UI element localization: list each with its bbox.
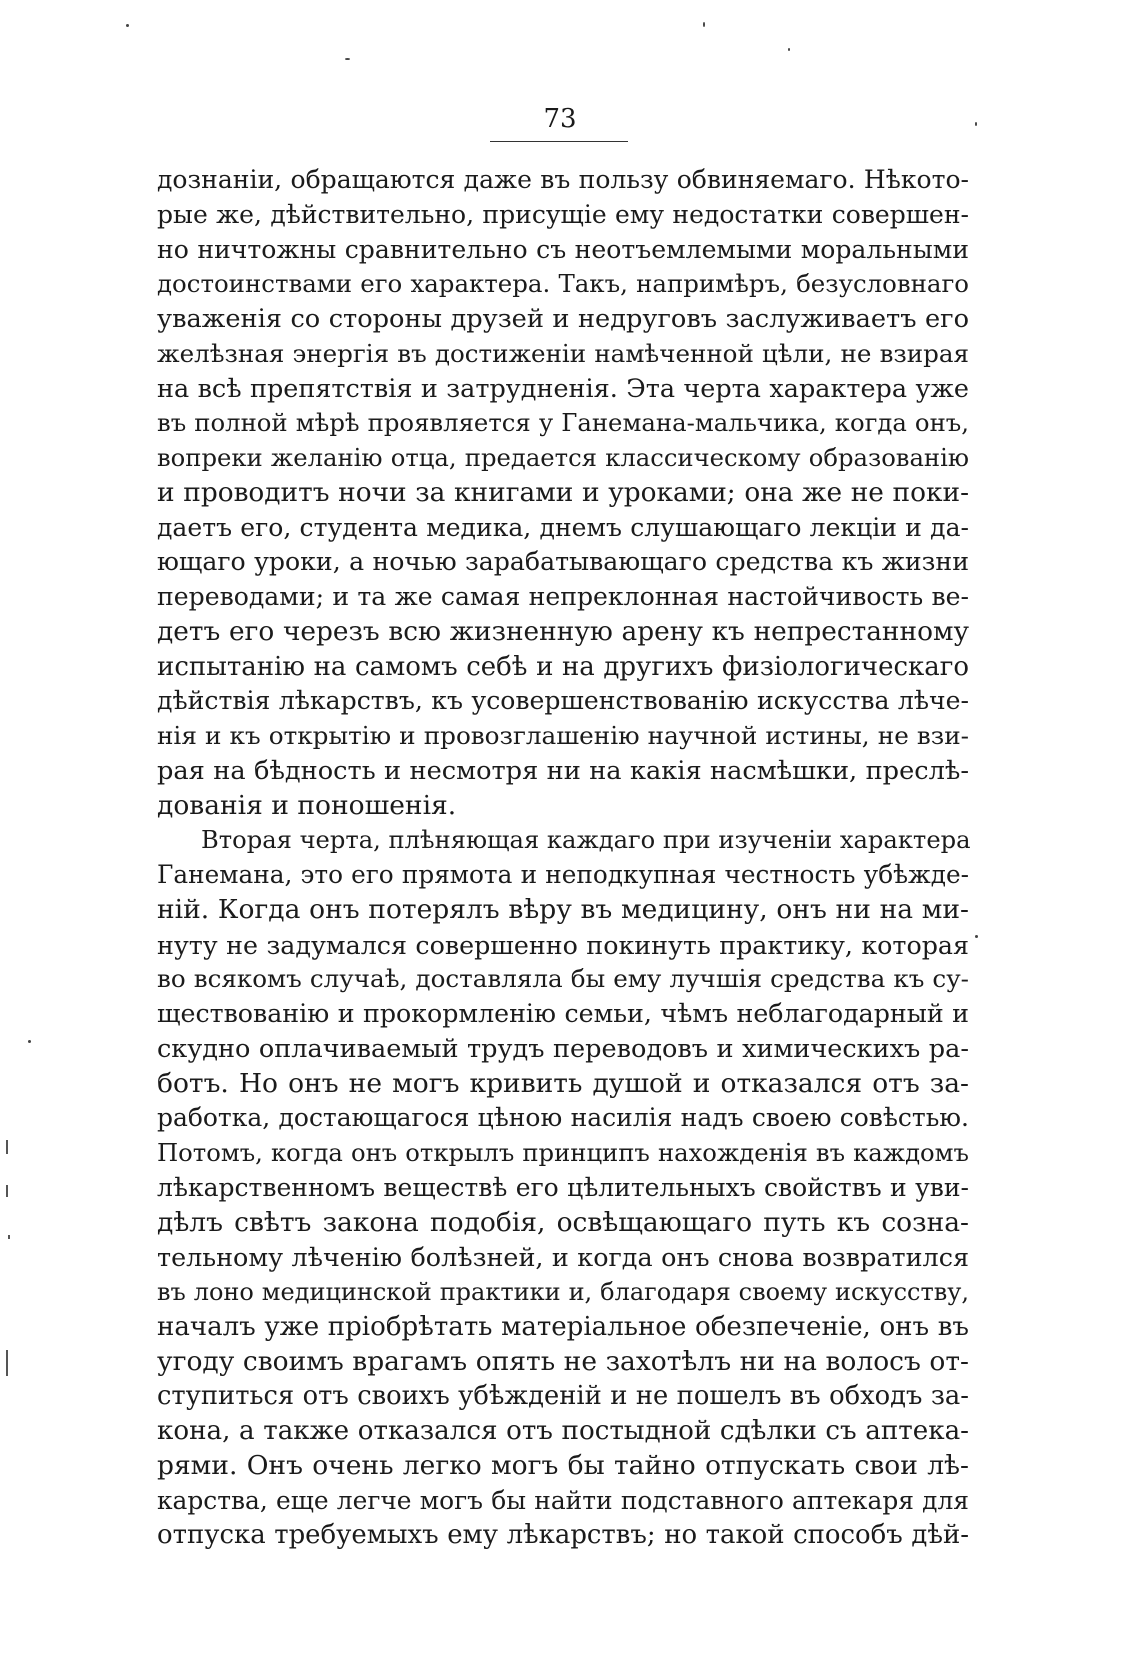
text-line: Вторая черта, плѣняющая каждаго при изученiи характера xyxy=(201,826,971,855)
text-line: ществованiю и прокормленiю семьи, чѣмъ неблагодарный и xyxy=(157,999,969,1028)
text-line: на всѣ препятствiя и затрудненiя. Эта черта характера уже xyxy=(157,373,969,404)
text-line: нiя и къ открытiю и провозглашенiю научной истины, не взи- xyxy=(157,721,969,750)
text-line: уваженiя со стороны друзей и недруговъ заслуживаетъ его xyxy=(157,304,969,334)
text-line: въ полной мѣрѣ проявляется у Ганемана-мальчика, когда онъ, xyxy=(157,408,969,438)
scan-speck xyxy=(975,935,978,938)
text-line: дознанiи, обращаются даже въ пользу обвиняемаго. Нѣкото- xyxy=(157,165,969,194)
text-line: переводами; и та же самая непреклонная настойчивость ве- xyxy=(157,582,969,611)
text-line: вопреки желанiю отца, предается классическому образованiю xyxy=(157,443,969,472)
text-line: началъ уже прiобрѣтать матерiальное обезпеченiе, онъ въ xyxy=(157,1311,969,1342)
text-line: испытанiю на самомъ себѣ и на другихъ физiологическаго xyxy=(157,651,969,682)
text-line: отпуска требуемыхъ ему лѣкарствъ; но такой способъ дѣй- xyxy=(157,1520,969,1551)
scan-speck xyxy=(345,58,350,60)
scan-speck xyxy=(975,122,977,126)
body-text xyxy=(157,163,969,1553)
scan-edge-mark xyxy=(6,1140,8,1154)
text-line: желѣзная энергiя въ достиженiи намѣченной цѣли, не взирая xyxy=(157,338,969,368)
text-line: достоинствами его характера. Такъ, напримѣръ, безусловнаго xyxy=(157,269,969,299)
text-line: дованiя и поношенiя. xyxy=(157,789,457,821)
text-line: въ лоно медицинской практики и, благодаря своему искусству, xyxy=(157,1278,969,1306)
text-line: детъ его черезъ всю жизненную арену къ непрестанному xyxy=(157,616,969,647)
text-line: даетъ его, студента медика, днемъ слушающаго лекцiи и да- xyxy=(157,512,969,542)
text-line: нiй. Когда онъ потерялъ вѣру въ медицину, онъ ни на ми- xyxy=(157,893,969,925)
text-line: ступиться отъ своихъ убѣжденiй и не пошелъ въ обходъ за- xyxy=(157,1381,969,1412)
text-line: кона, а также отказался отъ постыдной сдѣлки съ аптека- xyxy=(157,1416,969,1446)
text-line: нуту не задумался совершенно покинуть практику, которая xyxy=(157,929,969,960)
text-line: карства, еще легче могъ бы найти подставного аптекаря для xyxy=(157,1485,969,1515)
text-line: рями. Онъ очень легко могъ бы тайно отпускать свои лѣ- xyxy=(157,1449,969,1481)
text-line: Ганемана, это его прямота и неподкупная честность убѣжде- xyxy=(157,860,969,889)
text-line: но ничтожны сравнительно съ неотъемлемыми моральными xyxy=(157,234,969,264)
scan-speck xyxy=(126,24,129,27)
text-line: ющаго уроки, а ночью зарабатывающаго средства къ жизни xyxy=(157,547,969,577)
page-number: 73 xyxy=(543,104,577,134)
scan-edge-mark xyxy=(6,1350,8,1376)
text-line: Потомъ, когда онъ открылъ принципъ нахожденiя въ каждомъ xyxy=(157,1138,969,1167)
scan-speck xyxy=(788,48,790,51)
text-line: тельному лѣченiю болѣзней, и когда онъ снова возвратился xyxy=(157,1242,969,1273)
text-line: дѣйствiя лѣкарствъ, къ усовершенствованiю искусства лѣче- xyxy=(157,686,969,716)
text-line: скудно оплачиваемый трудъ переводовъ и химическихъ ра- xyxy=(157,1033,969,1064)
page-number-rule xyxy=(490,141,628,142)
text-line: рые же, дѣйствительно, присущiе ему недостатки совершен- xyxy=(157,199,969,229)
text-line: рая на бѣдность и несмотря ни на какiя насмѣшки, преслѣ- xyxy=(157,755,969,786)
text-line: во всякомъ случаѣ, доставляла бы ему лучшiя средства къ су- xyxy=(157,964,969,994)
text-line: и проводитъ ночи за книгами и уроками; она же не поки- xyxy=(157,477,969,508)
scan-speck xyxy=(28,1040,31,1043)
text-line: работка, достающагося цѣною насилiя надъ своею совѣстью. xyxy=(157,1103,969,1133)
text-line: дѣлъ свѣтъ закона подобiя, освѣщающаго путь къ созна- xyxy=(157,1206,969,1238)
text-line: ботъ. Но онъ не могъ кривить душой и отказался отъ за- xyxy=(157,1067,969,1099)
scan-edge-mark xyxy=(8,1235,10,1239)
scan-edge-mark xyxy=(6,1185,8,1197)
scan-speck xyxy=(703,22,705,27)
text-line: лѣкарственномъ веществѣ его цѣлительныхъ свойствъ и уви- xyxy=(157,1172,969,1202)
text-line: угоду своимъ врагамъ опять не захотѣлъ ни на волосъ от- xyxy=(157,1345,969,1377)
